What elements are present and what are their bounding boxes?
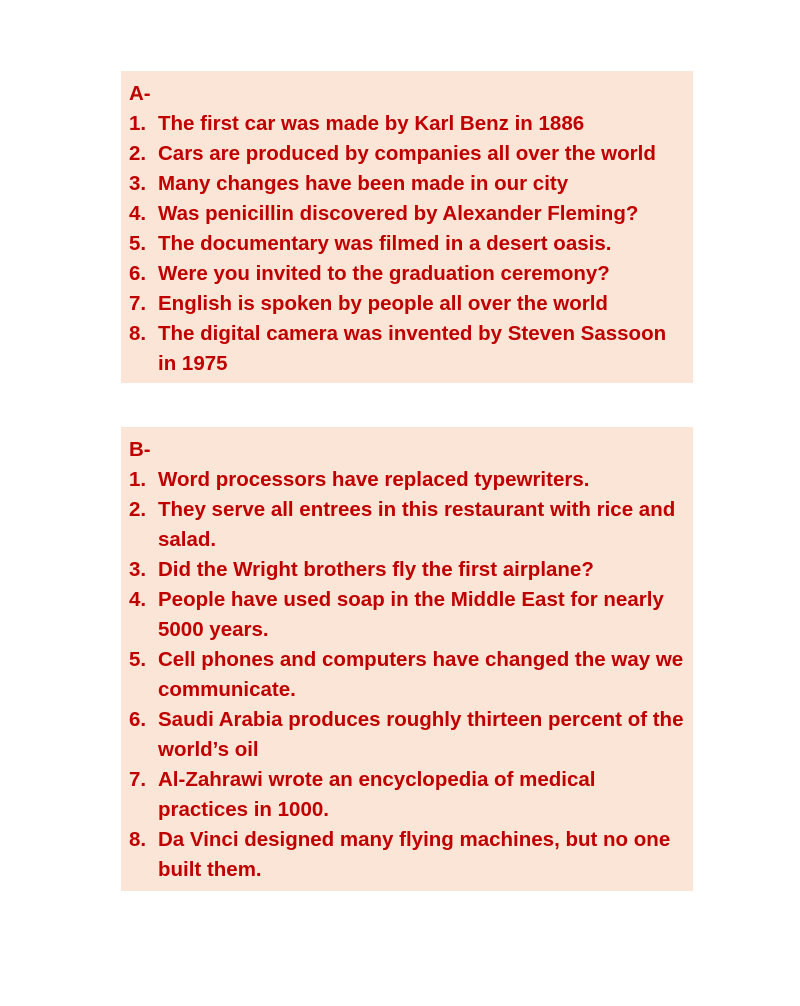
item-text: People have used soap in the Middle East for nearly 5000 years. [158, 588, 664, 641]
list-item [129, 199, 687, 229]
item-number: 1. [129, 112, 147, 135]
list-item [129, 139, 687, 169]
item-number: 2. [129, 498, 147, 521]
item-number: 2. [129, 142, 147, 165]
section-b-panel [121, 427, 693, 891]
item-text: Saudi Arabia produces roughly thirteen percent of the world’s oil [158, 708, 684, 761]
list-item [129, 259, 687, 289]
section-b-heading: B- [129, 438, 151, 461]
item-text: Al-Zahrawi wrote an encyclopedia of medical practices in 1000. [158, 768, 596, 821]
item-number: 8. [129, 322, 147, 345]
item-number: 3. [129, 172, 147, 195]
list-item [129, 289, 687, 319]
list-item [129, 169, 687, 199]
list-item [129, 585, 687, 645]
list-item [129, 465, 687, 495]
item-text: Did the Wright brothers fly the first airplane? [158, 558, 594, 581]
item-number: 1. [129, 468, 147, 491]
list-item [129, 229, 687, 259]
item-number: 4. [129, 202, 147, 225]
list-item [129, 319, 687, 379]
list-item [129, 765, 687, 825]
item-number: 3. [129, 558, 147, 581]
list-item [129, 705, 687, 765]
item-text: Word processors have replaced typewriters. [158, 468, 590, 491]
item-text: Was penicillin discovered by Alexander Fleming? [158, 202, 639, 225]
item-number: 5. [129, 648, 147, 671]
item-number: 6. [129, 262, 147, 285]
item-text: They serve all entrees in this restaurant with rice and salad. [158, 498, 676, 551]
section-a-list [129, 109, 687, 379]
section-a-panel [121, 71, 693, 383]
list-item [129, 825, 687, 885]
list-item [129, 495, 687, 555]
item-text: The first car was made by Karl Benz in 1886 [158, 112, 585, 135]
item-number: 7. [129, 768, 147, 791]
item-text: Cars are produced by companies all over the world [158, 142, 656, 165]
item-text: The digital camera was invented by Steven Sassoon in 1975 [158, 322, 667, 375]
item-text: Many changes have been made in our city [158, 172, 569, 195]
section-a-heading: A- [129, 82, 151, 105]
item-text: Were you invited to the graduation ceremony? [158, 262, 610, 285]
item-number: 7. [129, 292, 147, 315]
list-item [129, 645, 687, 705]
list-item [129, 555, 687, 585]
item-text: The documentary was filmed in a desert oasis. [158, 232, 612, 255]
item-text: Da Vinci designed many flying machines, but no one built them. [158, 828, 671, 881]
item-number: 8. [129, 828, 147, 851]
item-number: 6. [129, 708, 147, 731]
list-item [129, 109, 687, 139]
item-number: 4. [129, 588, 147, 611]
section-b-list [129, 465, 687, 885]
item-text: Cell phones and computers have changed the way we communicate. [158, 648, 684, 701]
item-text: English is spoken by people all over the world [158, 292, 608, 315]
item-number: 5. [129, 232, 147, 255]
